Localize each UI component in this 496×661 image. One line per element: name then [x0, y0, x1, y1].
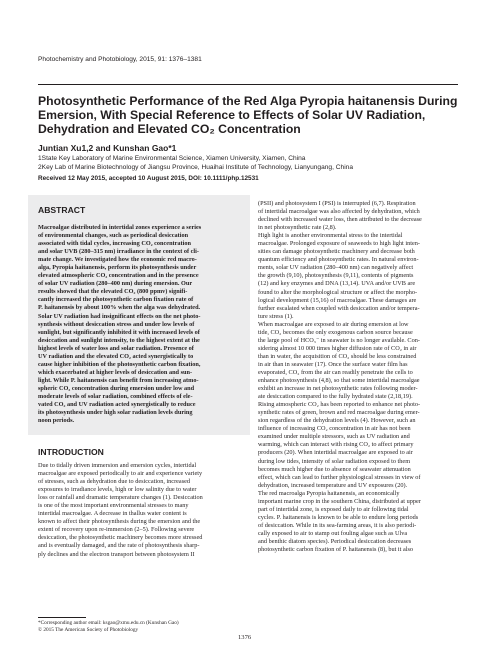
article-title [38, 94, 468, 137]
body-line: effect, which can lead to further physiological stresses in view of [258, 473, 421, 481]
body-line: than in water, the acquisition of CO₂ should be less constrained [258, 352, 417, 360]
intro-line: extent of recovery upon re-immersion (2–5). Following severe [38, 526, 195, 534]
body-line: important marine crop in the southern China, distributed at upper [258, 497, 421, 505]
body-line: of desiccation. While in its sea-farming areas, it is also periodi- [258, 521, 417, 529]
abstract-line: mate change. We investigated how the economic red macro- [38, 256, 197, 264]
body-line: declined with increased water loss, then attributed to the decrease [258, 216, 422, 224]
body-line: exhibit an increase in net photosynthetic rates following moder- [258, 385, 418, 393]
abstract-line: of environmental changes, such as periodical desiccation [38, 232, 189, 240]
title-line: Photosynthetic Performance of the Red Alga Pyropia haitanensis During [38, 94, 458, 108]
abstract-line: moderate levels of solar radiation, combined effects of ele- [38, 392, 193, 400]
abstract-line: UV radiation and the elevated CO₂ acted synergistically to [38, 352, 194, 360]
abstract-line: of solar UV radiation (280–400 nm) during emersion. Our [38, 280, 193, 288]
abstract-body [38, 224, 243, 425]
body-line: of intertidal macroalgae was also affected by dehydration, which [258, 208, 420, 216]
body-line: the large pool of HCO₃⁻ in seawater is no longer available. Con- [258, 336, 420, 344]
body-line: dehydration, increased temperature and UV exposures (20). [258, 481, 408, 489]
body-line: logical development (15,16) of macroalgae. These damages are [258, 296, 417, 304]
body-line: sidering almost 10 000 times higher diffusion rate of CO₂ in air [258, 344, 417, 352]
abstract-line: sunlight, but significantly inhibited it with increased levels of [38, 328, 200, 336]
abstract-line: P. haitanensis by about 100% when the alga was dehydrated. [38, 304, 201, 312]
intro-line: of stresses, such as dehydration due to desiccation, increased [38, 478, 191, 486]
body-line: (PSII) and photosystem I (PSI) is interrupted (6,7). Respiration [258, 200, 416, 207]
intro-line: Due to tidally driven immersion and emersion cycles, intertidal [38, 462, 197, 469]
abstract-line: synthesis without desiccation stress and under low levels of [38, 320, 195, 328]
affiliation: 1State Key Laboratory of Marine Environmental Science, Xiamen University, Xiamen, China [38, 155, 306, 162]
abstract-line: which exacerbated at higher levels of desiccation and sun- [38, 368, 193, 376]
abstract-line: Solar UV radiation had insignificant effects on the net photo- [38, 312, 201, 320]
body-line: synthetic rates of green, brown and red macroalgae during emer- [258, 409, 420, 417]
intro-line: known to affect their photosynthesis during the emersion and the [38, 518, 201, 526]
intro-line: loss or rainfall and dramatic temperature changes (1). Desiccation [38, 494, 203, 502]
body-line: photosynthetic carbon fixation of P. haitanensis (8), but it also [258, 546, 414, 554]
abstract-line: highest levels of water loss and solar radiation. Presence of [38, 344, 194, 352]
affiliation: 2Key Lab of Marine Biotechnology of Jiangsu Province, Huaihai Institute of Technology, Lianyungang, China [38, 163, 353, 171]
body-line: examined under multiple stressors, such as UV radiation and [258, 433, 410, 441]
body-line: influence of increasing CO₂ concentration in air has not been [258, 425, 411, 433]
abstract-line: alga, Pyropia haitanensis, perform its photosynthesis under [38, 264, 197, 272]
body-line: The red macroalga Pyropia haitanensis, an economically [258, 489, 400, 497]
abstract-line: Macroalgae distributed in intertidal zones experience a series [38, 224, 202, 231]
body-line: sion regardless of the dehydration levels (4). However, such an [258, 417, 416, 425]
body-line: part of intertidal zone, is exposed daily to air following tidal [258, 505, 409, 513]
body-line: ate desiccation compared to the fully hydrated state (2,18,19). [258, 393, 413, 401]
body-line: the growth (9,10), photosynthesis (9,11), contents of pigments [258, 272, 414, 280]
body-line: during low tides, intensity of solar radiation exposed to them [258, 457, 411, 465]
page-number: 1376 [238, 634, 252, 641]
body-line: producers (20). When intertidal macroalgae are exposed to air [258, 449, 413, 457]
abstract-line: spheric CO₂ concentration during emersion under low and [38, 384, 195, 392]
footnote-rule [38, 617, 86, 618]
body-line: (12) and key enzymes and DNA (13,14). UVA and/or UVB are [258, 280, 416, 288]
body-line: Rising atmospheric CO₂ has been reported to enhance net photo- [258, 401, 421, 409]
abstract-line: cantly increased the photosynthetic carbon fixation rate of [38, 296, 194, 304]
intro-line: macroalgae are exposed periodically to air and experience variety [38, 470, 203, 478]
authors: Juntian Xu1,2 and Kunshan Gao*1 [38, 143, 177, 153]
introduction-heading: INTRODUCTION [38, 447, 104, 457]
right-column-body [258, 200, 461, 554]
intro-line: exposures to irradiance levels, high or low salinity due to water [38, 486, 197, 494]
abstract-line: light. While P. haitanensis can benefit from increasing atmo- [38, 376, 199, 384]
intro-line: desiccation, the photosynthetic machinery becomes more stressed [38, 534, 203, 542]
intro-line: and is eventually damaged, and the rate of photosynthesis sharp- [38, 542, 200, 550]
received-dates: Received 12 May 2015, accepted 10 August 2015, DOI: 10.1111/php.12531 [38, 175, 259, 182]
body-line: tide, CO₂ becomes the only exogenous carbon source because [258, 328, 413, 336]
intro-line: is one of the most important environmental stresses to many [38, 502, 189, 510]
abstract-line: noon periods. [38, 417, 75, 425]
abstract-line: and solar UVB (280–315 nm) irradiance in the context of cli- [38, 248, 199, 256]
body-line: cycles. P. haitanensis is known to be able to endure long periods [258, 513, 419, 521]
footnote-line: © 2015 The American Society of Photobiology [38, 626, 139, 633]
body-line: ments, solar UV radiation (280–400 nm) can negatively affect [258, 264, 414, 272]
title-line: Dehydration and Elevated CO₂ Concentration [38, 122, 301, 137]
body-line: warming, which can interact with rising CO₂ to affect primary [258, 441, 414, 449]
abstract-line: elevated atmospheric CO₂ concentration and in the presence [38, 272, 199, 280]
affiliations [38, 155, 353, 172]
title-line: Emersion, With Special Reference to Effects of Solar UV Radiation, [38, 108, 426, 123]
abstract-line: desiccation and sunlight intensity, to the highest extent at the [38, 336, 200, 344]
abstract-line: cause higher inhibition of the photosynthetic carbon fixation, [38, 360, 201, 368]
body-line: in air than in seawater (17). Once the surface water film has [258, 360, 408, 368]
body-line: sities can damage photosynthetic machinery and decrease both [258, 248, 415, 256]
body-line: cally exposed to air to stamp out fouling algae such as Ulva [258, 529, 408, 537]
abstract-line: results showed that the elevated CO₂ (800 ppmv) signifi- [38, 288, 188, 296]
footnote [38, 620, 179, 633]
body-line: quantum efficiency and photosynthetic rates. In natural environ- [258, 256, 419, 264]
body-line: further escalated when coupled with desiccation and/or tempera- [258, 304, 420, 312]
body-line: macroalgae. Prolonged exposure of seaweeds to high light inten- [258, 240, 420, 248]
abstract-line: vated CO₂ and UV radiation acted synergistically to reduce [38, 401, 196, 409]
body-line: High light is another environmental stress to the intertidal [258, 232, 403, 240]
intro-line: ply declines and the electron transport between photosystem II [38, 550, 195, 558]
intro-line: intertidal macroalgae. A decrease in thallus water content is [38, 510, 187, 518]
body-line: and benthic diatom species). Periodical desiccation decreases [258, 537, 412, 545]
body-line: in net photosynthetic rate (2,8). [258, 224, 337, 232]
body-line: found to alter the morphological structure or affect the morpho- [258, 288, 418, 296]
header-rule [38, 84, 458, 85]
body-line: evaporated, CO₂ from the air can readily penetrate the cells to [258, 368, 413, 376]
body-line: ture stress (1). [258, 312, 294, 320]
abstract-heading: ABSTRACT [38, 205, 86, 215]
body-line: enhance photosynthesis (4,8), so that some intertidal macroalgae [258, 377, 420, 385]
body-line: becomes much higher due to absence of seawater attenuation [258, 465, 411, 473]
footnote-line: *Corresponding author email: ksgao@xmu.edu.cn (Kunshan Gao) [38, 620, 179, 626]
journal-citation: Photochemistry and Photobiology, 2015, 91: 1376–1381 [38, 56, 202, 63]
introduction-body [38, 462, 243, 559]
body-line: When macroalgae are exposed to air during emersion at low [258, 320, 409, 328]
abstract-line: associated with tidal cycles, increasing CO₂ concentration [38, 240, 191, 248]
abstract-line: its photosynthesis under high solar radiation levels during [38, 409, 193, 417]
